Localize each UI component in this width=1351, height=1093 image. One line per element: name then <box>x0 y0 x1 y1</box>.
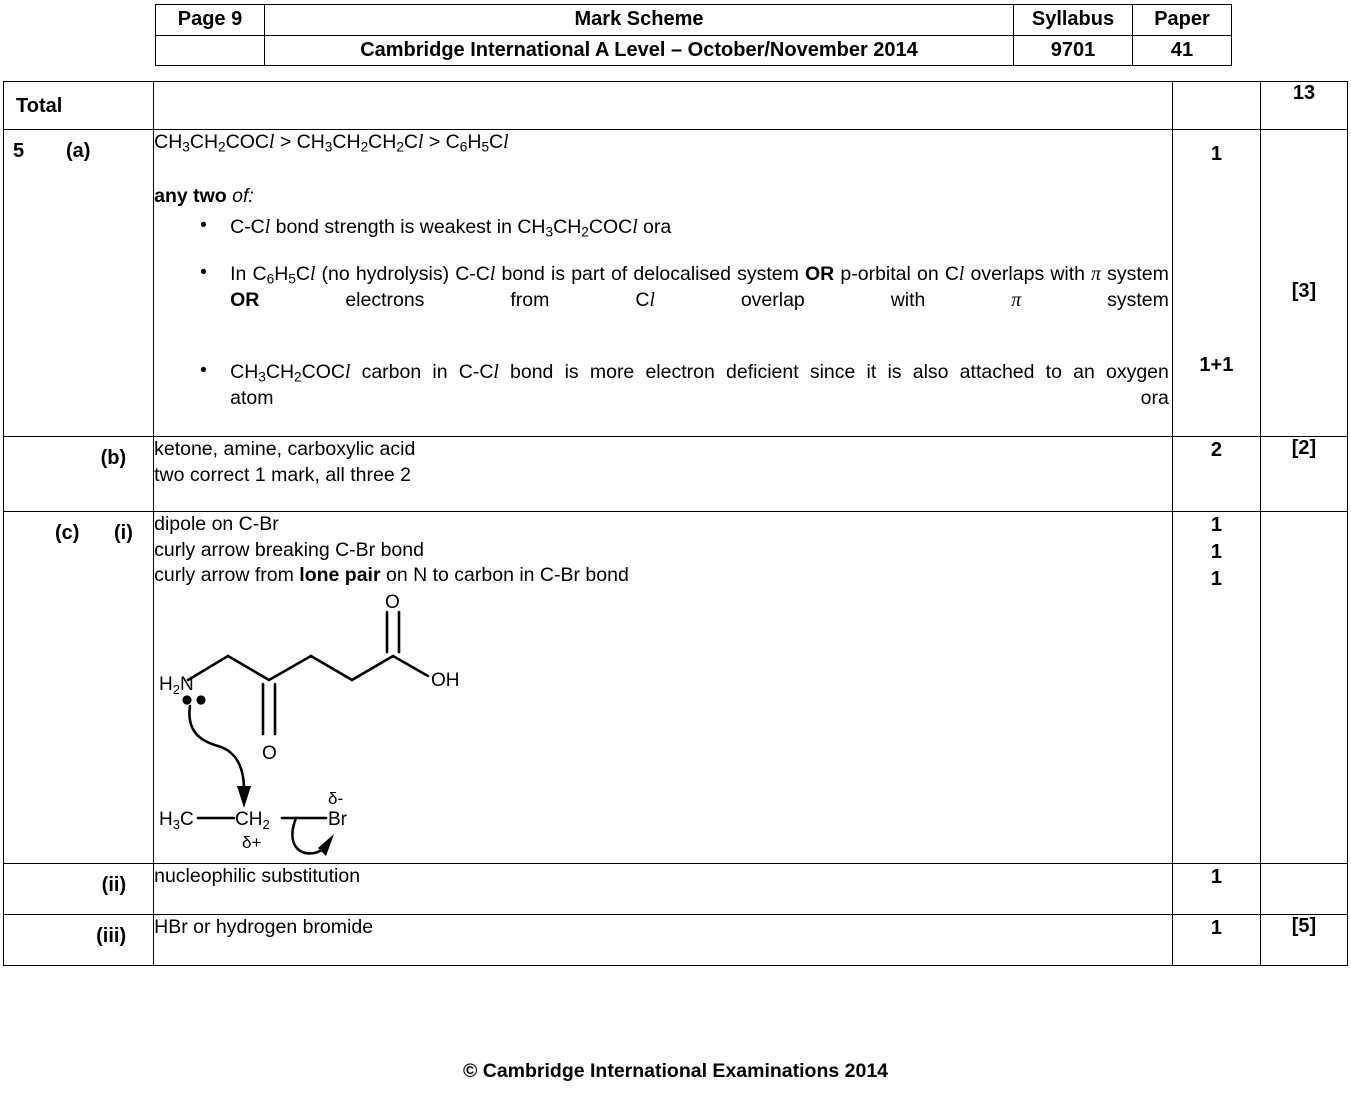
q5cii-labels <box>4 864 153 897</box>
lone-pair-dots <box>183 696 206 705</box>
q5cii-label-cell <box>4 864 154 915</box>
document-title-cell: Mark Scheme <box>265 5 1014 36</box>
paper-header-cell: Paper <box>1133 5 1232 36</box>
q5b-mark-cell: 2 <box>1172 437 1260 512</box>
q5a-part: (a) <box>66 140 91 162</box>
q5a-bullet-3: • $CH_3CH_2COCl$ carbon in C-Cl bond is more electron deficient since it is also attached to an oxygen atom ora <box>200 360 1172 437</box>
q5cii-mark-cell: 1 <box>1172 864 1260 915</box>
q5ci-subpart: (i) <box>114 522 133 545</box>
q5ci-label-cell <box>4 512 154 864</box>
q5a-label-cell <box>4 130 154 437</box>
q5b-labels <box>4 437 153 470</box>
q5ci-mark-1: 1 <box>1210 514 1222 537</box>
q5a-labels <box>4 130 153 162</box>
curly-arrow-lone-pair-to-carbon <box>190 706 252 808</box>
q5a-total-cell <box>1260 130 1347 437</box>
methyl-label: $H_3C$ <box>159 809 194 833</box>
q5cii-subpart: (ii) <box>101 874 127 897</box>
q5ciii-total-cell: [5] <box>1260 915 1347 966</box>
q5ci-mark-2: 1 <box>1210 541 1222 564</box>
row-question-5ci <box>4 512 1348 864</box>
q5b-answer-line-1: ketone, amine, carboxylic acid <box>154 438 416 461</box>
q5ciii-mark-cell: 1 <box>1172 915 1260 966</box>
q5a-answer-cell <box>154 130 1173 437</box>
q5ciii-labels <box>4 915 153 948</box>
q5cii-answer-cell: nucleophilic substitution <box>154 864 1173 915</box>
row-question-5ciii <box>4 915 1348 966</box>
delta-minus-label: δ- <box>328 789 344 809</box>
syllabus-code-cell: 9701 <box>1014 35 1133 66</box>
hydroxyl-label: OH <box>431 670 460 692</box>
page-header-row-2 <box>156 35 1232 66</box>
q5a-any-two-heading: any two of: <box>154 185 254 208</box>
paper-code-cell: 41 <box>1133 35 1232 66</box>
syllabus-header-cell: Syllabus <box>1014 5 1133 36</box>
q5ci-line3-bold: lone pair <box>299 564 381 587</box>
q5a-bullet-list <box>154 215 1172 437</box>
q5ciii-answer-cell: HBr or hydrogen bromide <box>154 915 1173 966</box>
row-question-5a <box>4 130 1348 437</box>
q5b-label-cell <box>4 437 154 512</box>
q5b-part: (b) <box>100 447 127 470</box>
q5b-total-cell: [2] <box>1260 437 1347 512</box>
page-number-cell: Page 9 <box>156 5 265 36</box>
q5a-mark-top: 1 <box>1210 143 1222 165</box>
q5ci-line3-post: on N to carbon in C-Br bond <box>380 564 629 587</box>
reaction-mechanism-diagram <box>156 594 496 859</box>
total-label-cell <box>4 82 154 130</box>
bromine-label: Br <box>328 809 348 831</box>
q5ci-mark-cell <box>1172 512 1260 864</box>
amine-label: $H_2N$ <box>159 674 194 698</box>
page-header-table <box>155 4 1232 66</box>
q5ci-answer-line-2: curly arrow breaking C-Br bond <box>154 538 424 561</box>
q5ci-answer-cell <box>154 512 1173 864</box>
total-label: Total <box>16 95 63 117</box>
page-header-row-1 <box>156 5 1232 36</box>
q5b-answer-cell <box>154 437 1173 512</box>
q5a-mark-cell <box>1172 130 1260 437</box>
q5ci-mark-3: 1 <box>1210 567 1222 590</box>
q5a-total: [3] <box>1291 280 1317 302</box>
q5ciii-subpart: (iii) <box>96 925 127 948</box>
q5ci-total-cell <box>1260 512 1347 864</box>
q5ci-line3-pre: curly arrow from <box>154 564 300 587</box>
total-body-cell <box>154 82 1173 130</box>
delta-plus-label: δ+ <box>242 833 262 853</box>
q5a-reactivity-order: $CH_3CH_2COCl > CH_3CH_2CH_2Cl > C_6H_5Cl$ <box>154 131 509 155</box>
q5a-number: 5 <box>13 140 25 162</box>
q5cii-total-cell <box>1260 864 1347 915</box>
page-footer: © Cambridge International Examinations 2014 <box>462 1060 889 1082</box>
total-marks-cell: 13 <box>1260 82 1347 130</box>
q5a-mark-bottom: 1+1 <box>1199 354 1234 376</box>
total-mark-cell <box>1172 82 1260 130</box>
q5a-bullet-2: • In $C_6H_5Cl$ (no hydrolysis) C-Cl bond is part of delocalised system OR p-orbital on Cl overlaps with π system OR electrons from Cl overlap with π system <box>200 262 1172 339</box>
q5ci-labels <box>4 512 153 545</box>
ketone-oxygen-label: O <box>262 743 277 765</box>
methylene-label: $CH_2$ <box>235 809 270 833</box>
q5ci-answer-line-1: dipole on C-Br <box>154 513 279 536</box>
total-row <box>4 82 1348 130</box>
row-question-5cii <box>4 864 1348 915</box>
mark-scheme-table <box>3 81 1348 966</box>
page-number-blank-cell <box>156 35 265 66</box>
q5b-answer-line-2: two correct 1 mark, all three 2 <box>154 463 411 486</box>
acid-oxygen-label: O <box>385 594 400 614</box>
q5ciii-label-cell <box>4 915 154 966</box>
q5ci-part: (c) <box>55 522 80 545</box>
exam-session-cell: Cambridge International A Level – October/November 2014 <box>265 35 1014 66</box>
q5a-bullet-1: • C-Cl bond strength is weakest in $CH_3CH_2COCl$ ora <box>200 215 1172 241</box>
row-question-5b <box>4 437 1348 512</box>
q5ci-answer-line-3 <box>154 563 1172 588</box>
